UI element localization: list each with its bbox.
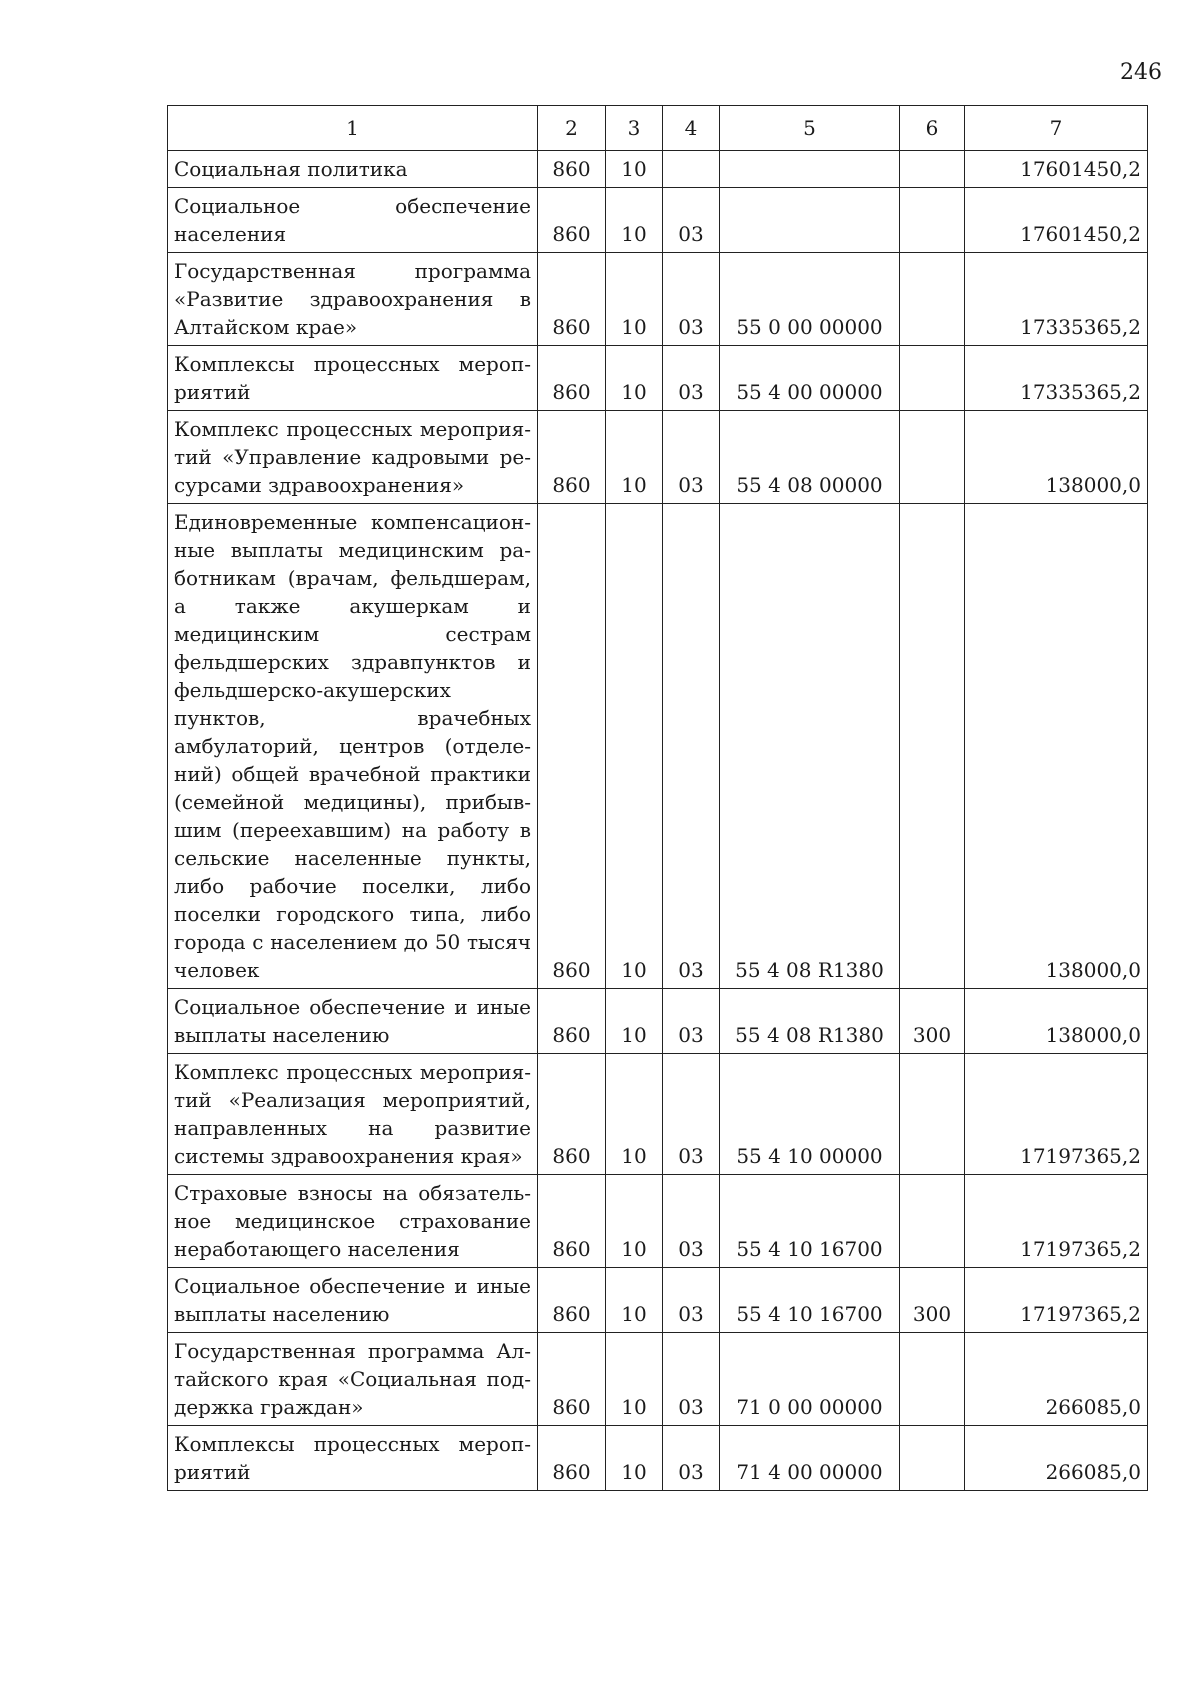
row-name: Социальное обеспечение и иные выплаты населению bbox=[168, 1268, 538, 1333]
admin-code: 860 bbox=[538, 346, 606, 411]
table-row bbox=[168, 346, 1148, 411]
section-code: 10 bbox=[606, 1268, 663, 1333]
admin-code: 860 bbox=[538, 1333, 606, 1426]
target-article-code bbox=[720, 188, 900, 253]
target-article-code: 55 4 10 16700 bbox=[720, 1175, 900, 1268]
target-article-code: 55 4 08 R1380 bbox=[720, 504, 900, 989]
table-row bbox=[168, 1054, 1148, 1175]
amount: 138000,0 bbox=[965, 989, 1148, 1054]
subsection-code: 03 bbox=[663, 989, 720, 1054]
amount: 138000,0 bbox=[965, 411, 1148, 504]
row-name: Государственная программа «Развитие здравоохранения в Алтайском крае» bbox=[168, 253, 538, 346]
expense-type-code bbox=[900, 1054, 965, 1175]
row-name: Социальное обеспечение населения bbox=[168, 188, 538, 253]
amount: 17335365,2 bbox=[965, 346, 1148, 411]
table-body bbox=[168, 151, 1148, 1491]
target-article-code: 55 0 00 00000 bbox=[720, 253, 900, 346]
section-code: 10 bbox=[606, 346, 663, 411]
target-article-code: 55 4 08 R1380 bbox=[720, 989, 900, 1054]
expense-type-code bbox=[900, 151, 965, 188]
amount: 17197365,2 bbox=[965, 1175, 1148, 1268]
expense-type-code bbox=[900, 346, 965, 411]
section-code: 10 bbox=[606, 411, 663, 504]
expense-type-code bbox=[900, 1426, 965, 1491]
row-name: Комплексы процессных мероприятий bbox=[168, 346, 538, 411]
header-row bbox=[168, 106, 1148, 151]
admin-code: 860 bbox=[538, 504, 606, 989]
row-name: Комплекс процессных мероприятий «Реализация мероприятий, направленных на развитие системы здравоохранения края» bbox=[168, 1054, 538, 1175]
target-article-code: 55 4 08 00000 bbox=[720, 411, 900, 504]
row-name: Комплекс процессных мероприятий «Управление кадровыми ресурсами здравоохранения» bbox=[168, 411, 538, 504]
table-row bbox=[168, 188, 1148, 253]
table-row bbox=[168, 1268, 1148, 1333]
subsection-code: 03 bbox=[663, 1175, 720, 1268]
expense-type-code bbox=[900, 411, 965, 504]
target-article-code: 71 0 00 00000 bbox=[720, 1333, 900, 1426]
column-header: 1 bbox=[168, 106, 538, 151]
subsection-code: 03 bbox=[663, 188, 720, 253]
table-row bbox=[168, 1333, 1148, 1426]
section-code: 10 bbox=[606, 253, 663, 346]
row-name: Социальное обеспечение и иные выплаты населению bbox=[168, 989, 538, 1054]
admin-code: 860 bbox=[538, 1268, 606, 1333]
row-name: Комплексы процессных мероприятий bbox=[168, 1426, 538, 1491]
subsection-code bbox=[663, 151, 720, 188]
column-header: 7 bbox=[965, 106, 1148, 151]
subsection-code: 03 bbox=[663, 411, 720, 504]
table-row bbox=[168, 1175, 1148, 1268]
table-row bbox=[168, 989, 1148, 1054]
expense-type-code bbox=[900, 188, 965, 253]
table-row bbox=[168, 151, 1148, 188]
subsection-code: 03 bbox=[663, 1426, 720, 1491]
subsection-code: 03 bbox=[663, 1333, 720, 1426]
budget-table bbox=[167, 105, 1148, 1491]
expense-type-code bbox=[900, 253, 965, 346]
section-code: 10 bbox=[606, 151, 663, 188]
admin-code: 860 bbox=[538, 1175, 606, 1268]
expense-type-code bbox=[900, 1333, 965, 1426]
table-row bbox=[168, 411, 1148, 504]
expense-type-code: 300 bbox=[900, 989, 965, 1054]
row-name: Государственная программа Алтайского края «Социальная поддержка граждан» bbox=[168, 1333, 538, 1426]
amount: 266085,0 bbox=[965, 1333, 1148, 1426]
section-code: 10 bbox=[606, 188, 663, 253]
admin-code: 860 bbox=[538, 188, 606, 253]
section-code: 10 bbox=[606, 1426, 663, 1491]
amount: 17601450,2 bbox=[965, 151, 1148, 188]
amount: 17197365,2 bbox=[965, 1054, 1148, 1175]
page-number: 246 bbox=[1120, 60, 1162, 85]
expense-type-code: 300 bbox=[900, 1268, 965, 1333]
column-header: 3 bbox=[606, 106, 663, 151]
subsection-code: 03 bbox=[663, 1268, 720, 1333]
amount: 138000,0 bbox=[965, 504, 1148, 989]
amount: 17335365,2 bbox=[965, 253, 1148, 346]
admin-code: 860 bbox=[538, 989, 606, 1054]
subsection-code: 03 bbox=[663, 346, 720, 411]
target-article-code: 55 4 10 00000 bbox=[720, 1054, 900, 1175]
target-article-code: 71 4 00 00000 bbox=[720, 1426, 900, 1491]
target-article-code bbox=[720, 151, 900, 188]
subsection-code: 03 bbox=[663, 504, 720, 989]
row-name: Социальная политика bbox=[168, 151, 538, 188]
section-code: 10 bbox=[606, 989, 663, 1054]
section-code: 10 bbox=[606, 1054, 663, 1175]
table-row bbox=[168, 1426, 1148, 1491]
section-code: 10 bbox=[606, 1333, 663, 1426]
column-header: 2 bbox=[538, 106, 606, 151]
target-article-code: 55 4 00 00000 bbox=[720, 346, 900, 411]
column-header: 5 bbox=[720, 106, 900, 151]
table-row bbox=[168, 504, 1148, 989]
table-row bbox=[168, 253, 1148, 346]
admin-code: 860 bbox=[538, 411, 606, 504]
section-code: 10 bbox=[606, 504, 663, 989]
admin-code: 860 bbox=[538, 151, 606, 188]
expense-type-code bbox=[900, 1175, 965, 1268]
amount: 17601450,2 bbox=[965, 188, 1148, 253]
amount: 266085,0 bbox=[965, 1426, 1148, 1491]
admin-code: 860 bbox=[538, 1426, 606, 1491]
target-article-code: 55 4 10 16700 bbox=[720, 1268, 900, 1333]
subsection-code: 03 bbox=[663, 253, 720, 346]
row-name: Единовременные компенсационные выплаты медицинским работникам (врачам, фельдшерам, а также акушеркам и медицинским сестрам фельдшерских здравпунктов и фельдшерско-акушерских пунктов, врачебных амбулаторий, центров (отделений) общей врачебной практики (семейной медицины), прибывшим (переехавшим) на работу в сельские населенные пункты, либо рабочие поселки, либо поселки городского типа, либо города с населением до 50 тысяч человек bbox=[168, 504, 538, 989]
expense-type-code bbox=[900, 504, 965, 989]
column-header: 6 bbox=[900, 106, 965, 151]
section-code: 10 bbox=[606, 1175, 663, 1268]
admin-code: 860 bbox=[538, 1054, 606, 1175]
column-header: 4 bbox=[663, 106, 720, 151]
subsection-code: 03 bbox=[663, 1054, 720, 1175]
amount: 17197365,2 bbox=[965, 1268, 1148, 1333]
admin-code: 860 bbox=[538, 253, 606, 346]
row-name: Страховые взносы на обязательное медицинское страхование неработающего населения bbox=[168, 1175, 538, 1268]
